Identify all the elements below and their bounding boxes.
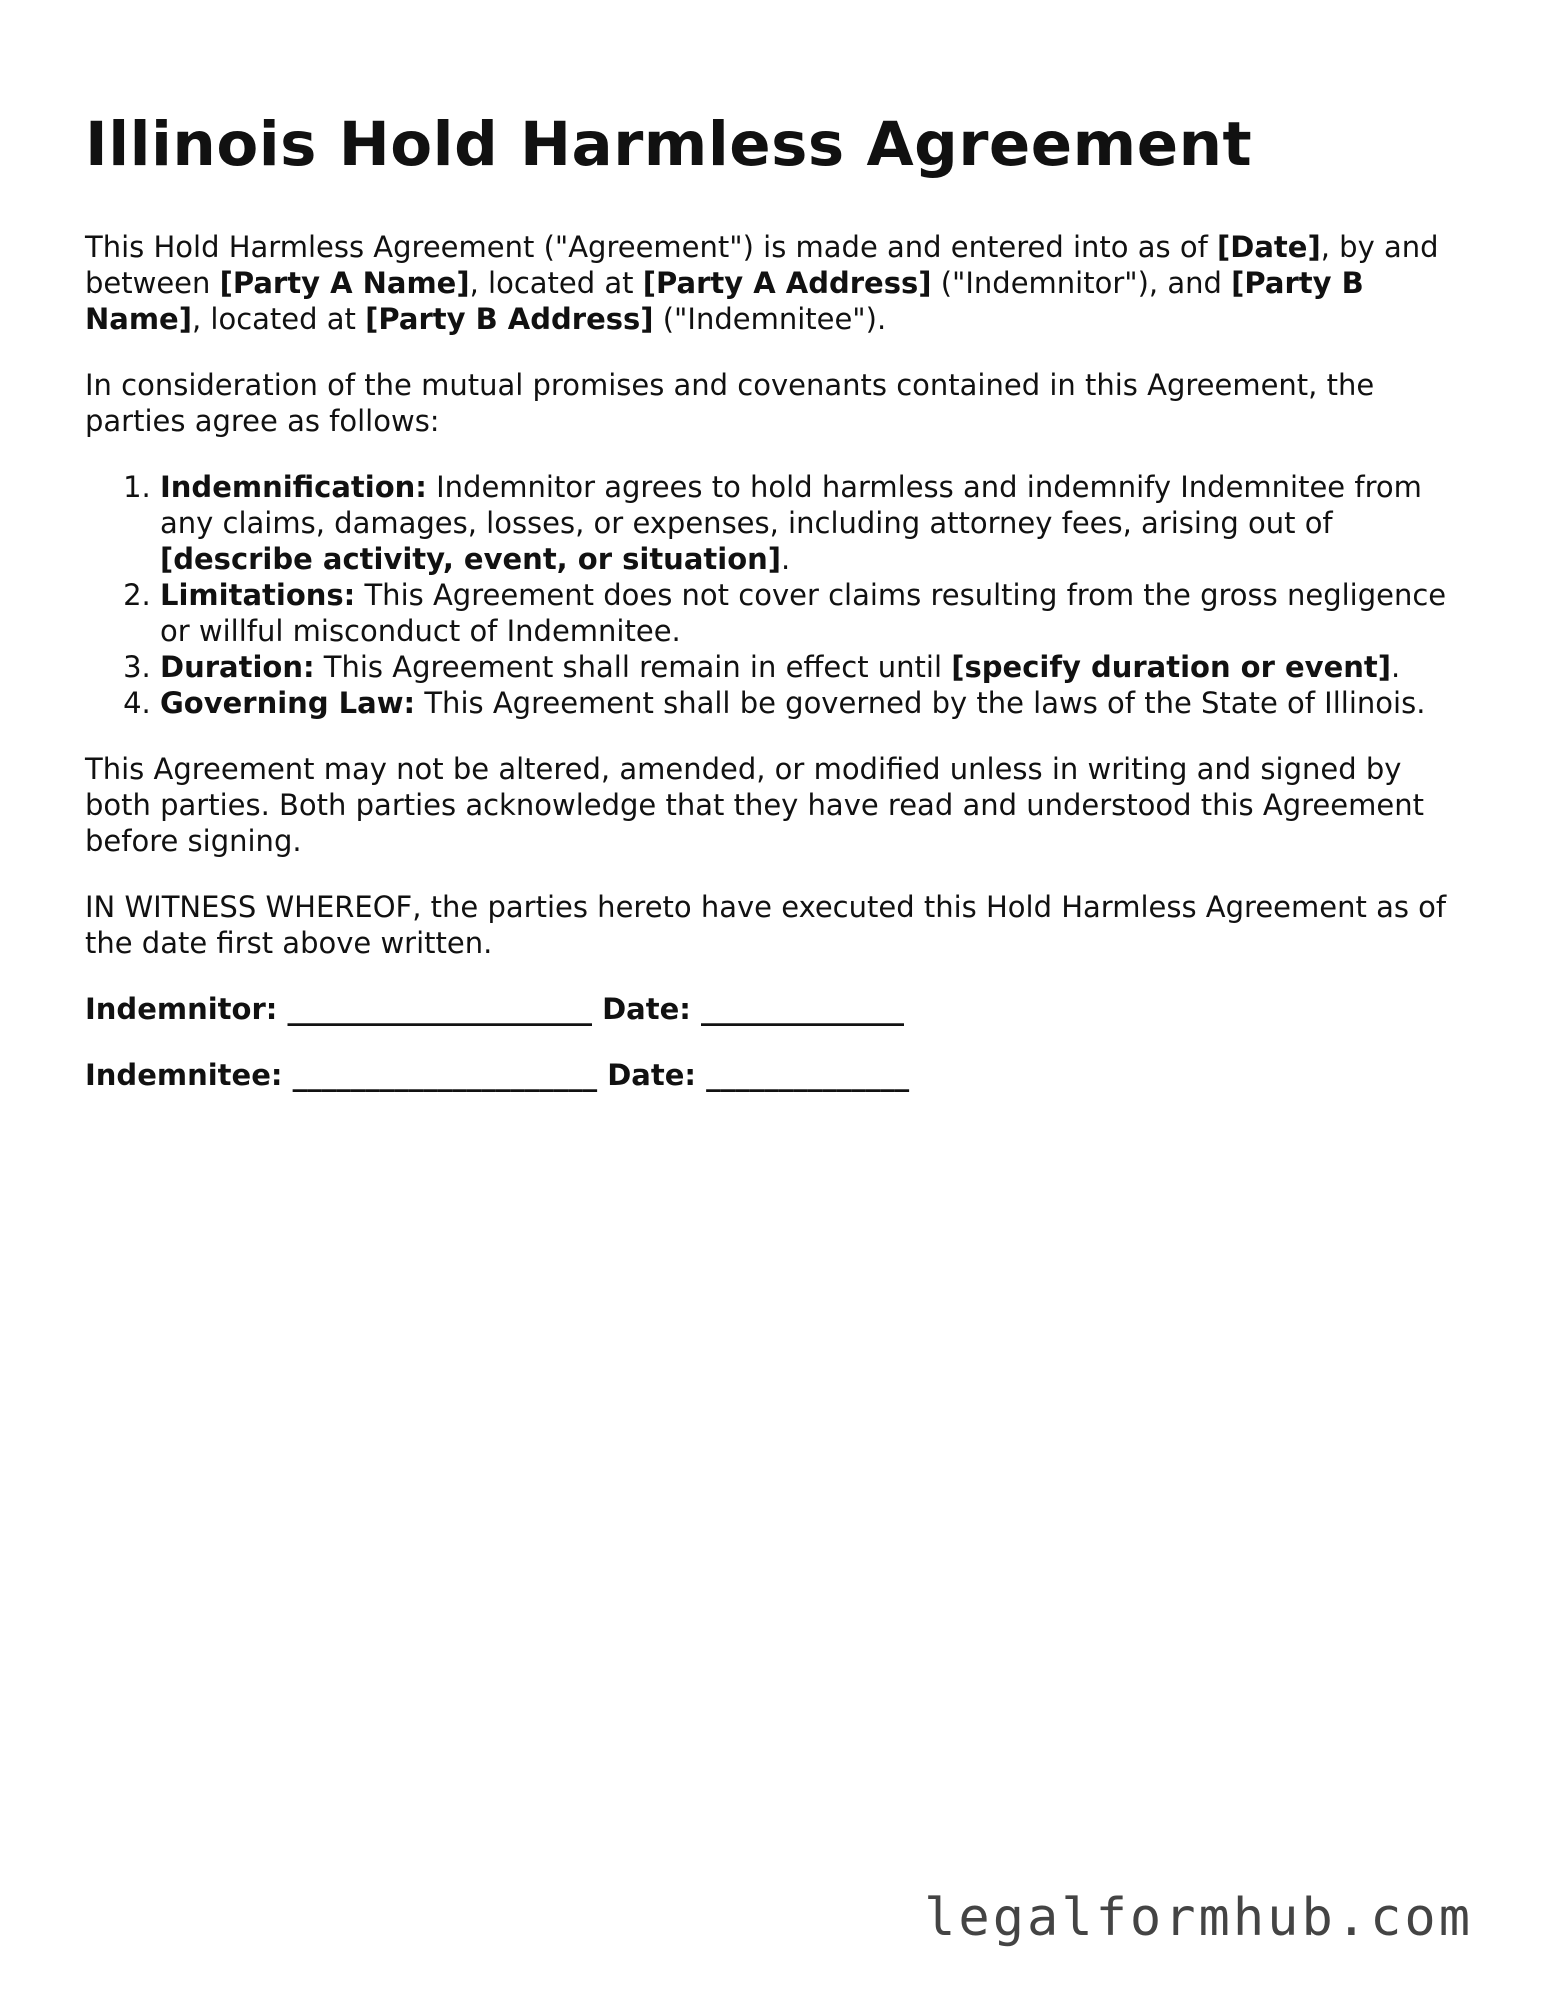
- signature-role-label: Indemnitee:: [85, 1058, 283, 1092]
- party-a-address-placeholder: [Party A Address]: [642, 266, 932, 300]
- date-label: Date:: [602, 992, 691, 1026]
- term-duration: [160, 649, 1465, 685]
- term-governing-law: [160, 685, 1465, 721]
- witness-paragraph: IN WITNESS WHEREOF, the parties hereto have executed this Hold Harmless Agreement as of the date first above written.: [85, 890, 1447, 960]
- signature-blank: _____________________: [287, 992, 592, 1026]
- date-label: Date:: [607, 1058, 696, 1092]
- document-page: [85, 105, 1465, 1093]
- term-heading: Limitations:: [160, 578, 356, 612]
- term-text: This Agreement shall be governed by the laws of the State of Illinois.: [415, 686, 1426, 720]
- intro-paragraph: [85, 229, 1465, 337]
- intro-text: , by and between: [85, 230, 1439, 300]
- indemnitee-signature-line: [85, 1057, 1465, 1093]
- date-blank: ______________: [706, 1058, 910, 1092]
- duration-placeholder: [specify duration or event]: [951, 650, 1392, 684]
- term-heading: Duration:: [160, 650, 315, 684]
- intro-text: ("Indemnitor"), and: [931, 266, 1232, 300]
- intro-text: ("Indemnitee").: [653, 302, 887, 336]
- term-text: Indemnitor agrees to hold harmless and indemnify Indemnitee from any claims, damages, losses, or expenses, including attorney fees, arising out of: [160, 470, 1422, 540]
- intro-text: , located at: [191, 302, 366, 336]
- terms-list: [85, 469, 1465, 721]
- party-b-address-placeholder: [Party B Address]: [365, 302, 654, 336]
- date-blank: ______________: [700, 992, 904, 1026]
- amendment-paragraph: This Agreement may not be altered, amended, or modified unless in writing and signed by both parties. Both parties acknowledge that they have read and understood this Agreement before signing.: [85, 752, 1424, 858]
- activity-placeholder: [describe activity, event, or situation]: [160, 542, 782, 576]
- consideration-paragraph: In consideration of the mutual promises and covenants contained in this Agreement, the parties agree as follows:: [85, 368, 1375, 438]
- intro-text: , located at: [469, 266, 643, 300]
- intro-text: This Hold Harmless Agreement ("Agreement") is made and entered into as of: [85, 230, 1218, 264]
- term-heading: Indemnification:: [160, 470, 427, 504]
- term-text: .: [1391, 650, 1401, 684]
- term-text: .: [781, 542, 791, 576]
- signature-blank: _____________________: [292, 1058, 598, 1092]
- watermark-text: legalformhub.com: [924, 1888, 1473, 1948]
- party-a-name-placeholder: [Party A Name]: [219, 266, 470, 300]
- term-text: This Agreement does not cover claims resulting from the gross negligence or willful misconduct of Indemnitee.: [160, 578, 1447, 648]
- term-indemnification: [160, 469, 1465, 577]
- indemnitor-signature-line: [85, 991, 1465, 1027]
- term-limitations: [160, 577, 1465, 649]
- document-title: Illinois Hold Harmless Agreement: [85, 109, 1253, 180]
- signature-role-label: Indemnitor:: [85, 992, 278, 1026]
- date-placeholder: [Date]: [1217, 230, 1321, 264]
- term-heading: Governing Law:: [160, 686, 416, 720]
- party-b-name-placeholder: [Party B Name]: [85, 266, 1364, 336]
- term-text: This Agreement shall remain in effect until: [314, 650, 952, 684]
